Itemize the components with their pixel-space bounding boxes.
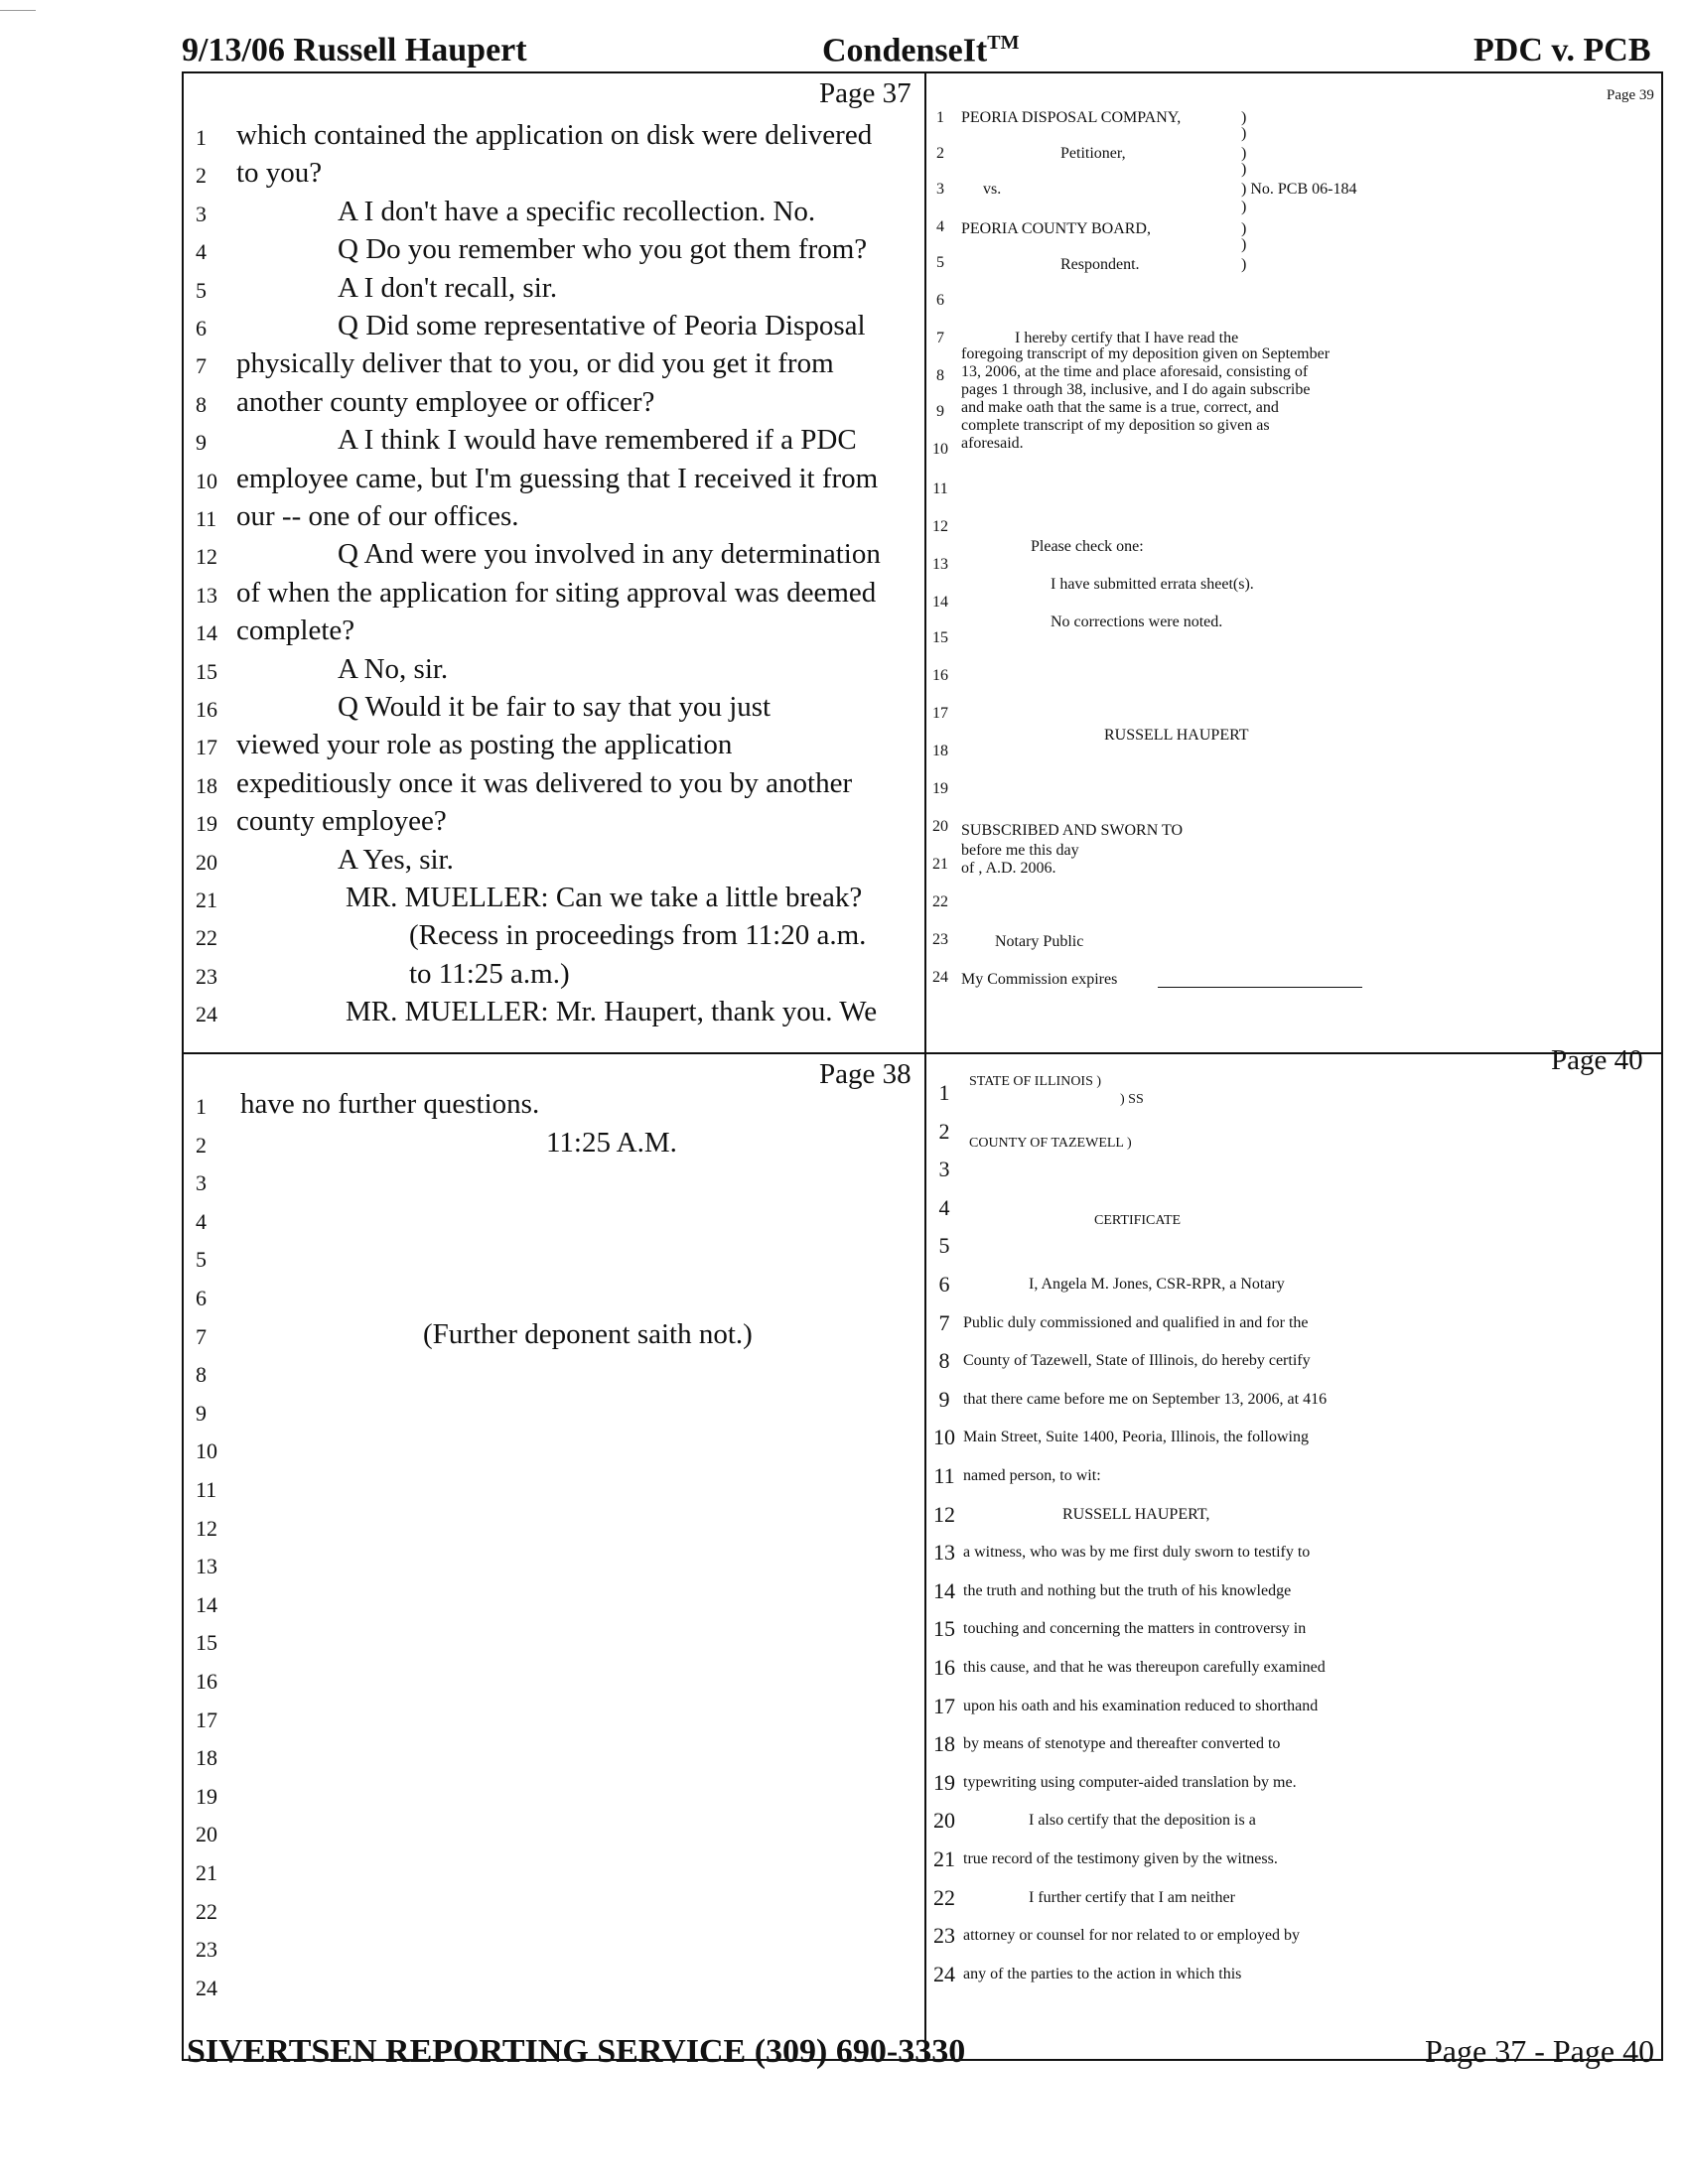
line-number: 13	[196, 582, 217, 608]
certification-line: foregoing transcript of my deposition given on September	[961, 345, 1331, 362]
line-number: 3	[936, 181, 944, 198]
line-number: 15	[933, 1616, 955, 1642]
header-tm: TM	[987, 32, 1020, 54]
line-number: 10	[196, 1438, 217, 1464]
line-number: 5	[938, 1233, 950, 1259]
errata-option: I have submitted errata sheet(s).	[1051, 576, 1254, 593]
header-condenseit	[822, 32, 1019, 69]
subscribed-line: SUBSCRIBED AND SWORN TO	[961, 822, 1184, 839]
transcript-line: to you?	[236, 157, 323, 190]
line-number: 1	[196, 1094, 207, 1119]
line-number: 6	[936, 292, 944, 309]
before-me-line: before me this day	[961, 842, 1079, 859]
line-number: 10	[196, 468, 217, 493]
certificate-line: the truth and nothing but the truth of his knowledge	[963, 1581, 1292, 1599]
line-number: 17	[196, 735, 217, 760]
line-number: 23	[196, 1937, 217, 1963]
caption-respondent: Respondent.	[1060, 256, 1140, 273]
line-number: 20	[933, 1808, 955, 1834]
certificate-line: Public duly commissioned and qualified in and for the	[963, 1313, 1309, 1331]
line-number: 4	[196, 239, 207, 265]
check-one-label: Please check one:	[1031, 538, 1144, 555]
line-number: 20	[932, 818, 948, 835]
certification-line: I hereby certify that I have read the	[1015, 330, 1239, 346]
line-number: 21	[932, 856, 948, 873]
transcript-line: employee came, but I'm guessing that I received it from	[236, 462, 879, 494]
notary-public-label: Notary Public	[995, 933, 1084, 950]
line-number: 12	[196, 544, 217, 570]
certificate-line: that there came before me on September 13, 2006, at 416	[963, 1390, 1328, 1408]
line-number: 12	[196, 1515, 217, 1541]
of-ad-line: of , A.D. 2006.	[961, 860, 1056, 877]
line-number: 1	[196, 125, 207, 150]
transcript-line: viewed your role as posting the application	[236, 729, 733, 761]
line-number: 22	[196, 1898, 217, 1924]
line-number: 16	[932, 667, 948, 684]
transcript-line: which contained the application on disk were delivered	[236, 119, 873, 151]
line-number: 24	[932, 969, 948, 986]
line-number: 19	[196, 1783, 217, 1809]
line-number: 9	[196, 430, 207, 456]
line-number: 15	[932, 629, 948, 646]
certificate-line: this cause, and that he was thereupon carefully examined	[963, 1659, 1326, 1676]
caption-paren: )	[1241, 199, 1247, 215]
line-number: 17	[933, 1693, 955, 1718]
line-number: 13	[933, 1540, 955, 1566]
caption-vs: vs.	[983, 181, 1002, 198]
transcript-line: physically deliver that to you, or did you get it from	[236, 347, 834, 380]
transcript-line: Q Do you remember who you got them from?	[338, 233, 868, 266]
line-number: 8	[936, 367, 944, 384]
line-number: 23	[933, 1923, 955, 1949]
line-number: 3	[196, 201, 207, 226]
line-number: 15	[196, 1630, 217, 1656]
line-number: 24	[196, 1002, 217, 1027]
line-number: 21	[196, 1860, 217, 1885]
line-number: 11	[932, 480, 948, 497]
line-number: 17	[196, 1706, 217, 1732]
line-number: 19	[196, 811, 217, 837]
line-number: 2	[938, 1118, 950, 1144]
line-number: 19	[932, 780, 948, 797]
certificate-line: named person, to wit:	[963, 1467, 1101, 1484]
line-number: 16	[196, 697, 217, 722]
header-case: PDC v. PCB	[1474, 32, 1651, 68]
certificate-line: any of the parties to the action in which this	[963, 1965, 1242, 1982]
line-number: 16	[196, 1669, 217, 1694]
signer-name: RUSSELL HAUPERT	[1104, 727, 1249, 744]
transcript-line: A I don't have a specific recollection. No.	[338, 195, 816, 227]
line-number: 21	[933, 1846, 955, 1871]
transcript-line: MR. MUELLER: Can we take a little break?	[346, 882, 863, 913]
line-number: 10	[932, 441, 948, 458]
line-number: 23	[932, 931, 948, 948]
certificate-line: I, Angela M. Jones, CSR-RPR, a Notary	[1029, 1276, 1285, 1293]
line-number: 8	[196, 1362, 207, 1388]
caption-paren: )	[1241, 236, 1247, 253]
line-number: 9	[936, 403, 944, 420]
line-number: 14	[932, 594, 948, 611]
line-number: 2	[196, 1132, 207, 1158]
line-number: 15	[196, 658, 217, 684]
line-number: 6	[196, 316, 207, 341]
certificate-line: RUSSELL HAUPERT,	[1062, 1505, 1210, 1523]
caption-paren: )	[1241, 220, 1247, 237]
line-number: 20	[196, 1822, 217, 1847]
line-number: 4	[936, 218, 944, 235]
line-number: 16	[933, 1655, 955, 1680]
scan-mark	[0, 10, 36, 11]
transcript-line: (Further deponent saith not.)	[423, 1317, 753, 1350]
line-number: 14	[933, 1577, 955, 1603]
line-number: 1	[936, 109, 944, 126]
line-number: 13	[196, 1554, 217, 1579]
caption-paren: )	[1241, 109, 1247, 126]
transcript-line: complete?	[236, 614, 355, 647]
caption-county-board: PEORIA COUNTY BOARD,	[961, 220, 1151, 237]
transcript-line: Q Would it be fair to say that you just	[338, 691, 772, 723]
line-number: 8	[196, 391, 207, 417]
certificate-line: Main Street, Suite 1400, Peoria, Illinois, the following	[963, 1429, 1309, 1446]
transcript-line: to 11:25 a.m.)	[409, 957, 570, 990]
line-number: 11	[196, 1477, 217, 1502]
line-number: 9	[938, 1386, 950, 1412]
state-of-illinois: STATE OF ILLINOIS )	[969, 1074, 1102, 1089]
line-number: 1	[938, 1080, 950, 1105]
transcript-line: A Yes, sir.	[338, 843, 454, 876]
line-number: 22	[196, 925, 217, 951]
caption-paren: )	[1241, 125, 1247, 142]
transcript-line: have no further questions.	[240, 1088, 540, 1120]
certificate-line: a witness, who was by me first duly sworn to testify to	[963, 1544, 1311, 1562]
page-38-label: Page 38	[819, 1058, 912, 1090]
transcript-line: county employee?	[236, 805, 447, 838]
line-number: 3	[938, 1157, 950, 1182]
line-number: 6	[196, 1286, 207, 1310]
line-number: 12	[933, 1501, 955, 1527]
line-number: 22	[933, 1884, 955, 1910]
transcript-line: another county employee or officer?	[236, 385, 655, 418]
page-37-label: Page 37	[819, 77, 912, 109]
page-39-label: Page 39	[1607, 87, 1654, 103]
certification-line: aforesaid.	[961, 435, 1024, 452]
page-40-label: Page 40	[1551, 1044, 1643, 1076]
caption-paren: )	[1241, 145, 1247, 162]
line-number: 4	[938, 1194, 950, 1220]
transcript-line: A I think I would have remembered if a PDC	[338, 424, 857, 457]
line-number: 7	[196, 1323, 207, 1349]
header-date-witness: 9/13/06 Russell Haupert	[182, 32, 527, 68]
line-number: 17	[932, 705, 948, 722]
line-number: 18	[196, 772, 217, 798]
line-number: 6	[938, 1272, 950, 1297]
line-number: 24	[196, 1975, 217, 2000]
county-of-tazewell: COUNTY OF TAZEWELL )	[969, 1136, 1132, 1151]
line-number: 7	[936, 330, 944, 346]
line-number: 21	[196, 887, 217, 912]
line-number: 2	[936, 145, 944, 162]
ss-mark: ) SS	[1120, 1092, 1144, 1107]
line-number: 23	[196, 963, 217, 989]
certificate-line: by means of stenotype and thereafter converted to	[963, 1735, 1281, 1753]
line-number: 12	[932, 518, 948, 535]
certificate-line: typewriting using computer-aided translation by me.	[963, 1773, 1297, 1791]
grid-vertical-divider	[924, 71, 926, 2059]
line-number: 11	[933, 1463, 955, 1488]
line-number: 22	[932, 893, 948, 910]
transcript-line: 11:25 A.M.	[546, 1126, 677, 1159]
line-number: 8	[938, 1348, 950, 1374]
line-number: 13	[932, 556, 948, 573]
certificate-line: attorney or counsel for nor related to or employed by	[963, 1927, 1300, 1945]
transcript-line: Q Did some representative of Peoria Disposal	[338, 310, 866, 341]
grid-horizontal-divider	[182, 1052, 1661, 1054]
certificate-line: County of Tazewell, State of Illinois, do hereby certify	[963, 1352, 1311, 1370]
line-number: 5	[196, 1247, 207, 1273]
header-condenseit-text: CondenseIt	[822, 32, 988, 69]
certificate-line: I also certify that the deposition is a	[1029, 1812, 1256, 1830]
line-number: 3	[196, 1170, 207, 1196]
certification-line: and make oath that the same is a true, correct, and	[961, 399, 1279, 416]
line-number: 18	[196, 1745, 217, 1771]
commission-expires-label: My Commission expires	[961, 971, 1118, 988]
line-number: 20	[196, 849, 217, 875]
transcript-line: Q And were you involved in any determination	[338, 538, 881, 571]
line-number: 14	[196, 1591, 217, 1617]
line-number: 7	[196, 353, 207, 379]
line-number: 2	[196, 163, 207, 189]
line-number: 14	[196, 620, 217, 646]
line-number: 5	[936, 254, 944, 271]
line-number: 5	[196, 277, 207, 303]
transcript-line: our -- one of our offices.	[236, 500, 519, 532]
certification-line: 13, 2006, at the time and place aforesaid, consisting of	[961, 363, 1309, 380]
line-number: 18	[933, 1731, 955, 1757]
caption-paren: )	[1241, 256, 1247, 273]
line-number: 4	[196, 1208, 207, 1234]
line-number: 24	[933, 1961, 955, 1986]
line-number: 18	[932, 743, 948, 759]
footer-reporting-service: SIVERTSEN REPORTING SERVICE (309) 690-3330	[187, 2033, 966, 2070]
transcript-line: expeditiously once it was delivered to you by another	[236, 766, 853, 799]
certificate-line: touching and concerning the matters in controversy in	[963, 1620, 1307, 1638]
transcript-line: of when the application for siting approval was deemed	[236, 576, 877, 609]
commission-blank	[1158, 987, 1362, 988]
line-number: 7	[938, 1309, 950, 1335]
certificate-heading: CERTIFICATE	[1094, 1213, 1182, 1228]
certification-line: pages 1 through 38, inclusive, and I do again subscribe	[961, 381, 1311, 398]
line-number: 10	[933, 1425, 955, 1450]
certification-line: complete transcript of my deposition so given as	[961, 417, 1270, 434]
transcript-line: A No, sir.	[338, 652, 449, 685]
certificate-line: I further certify that I am neither	[1029, 1888, 1235, 1906]
line-number: 19	[933, 1769, 955, 1795]
transcript-line: MR. MUELLER: Mr. Haupert, thank you. We	[346, 996, 878, 1028]
no-corrections-option: No corrections were noted.	[1051, 614, 1223, 630]
caption-paren: )	[1241, 161, 1247, 178]
caption-case-no: ) No. PCB 06-184	[1241, 181, 1357, 198]
line-number: 11	[196, 506, 217, 531]
transcript-line: A I don't recall, sir.	[338, 271, 558, 304]
caption-petitioner: Petitioner,	[1060, 145, 1126, 162]
caption-company: PEORIA DISPOSAL COMPANY,	[961, 109, 1182, 126]
transcript-line: (Recess in proceedings from 11:20 a.m.	[409, 919, 867, 952]
certificate-line: true record of the testimony given by the witness.	[963, 1850, 1278, 1867]
line-number: 9	[196, 1400, 207, 1426]
footer-page-range: Page 37 - Page 40	[1425, 2033, 1655, 2069]
certificate-line: upon his oath and his examination reduced to shorthand	[963, 1697, 1319, 1714]
